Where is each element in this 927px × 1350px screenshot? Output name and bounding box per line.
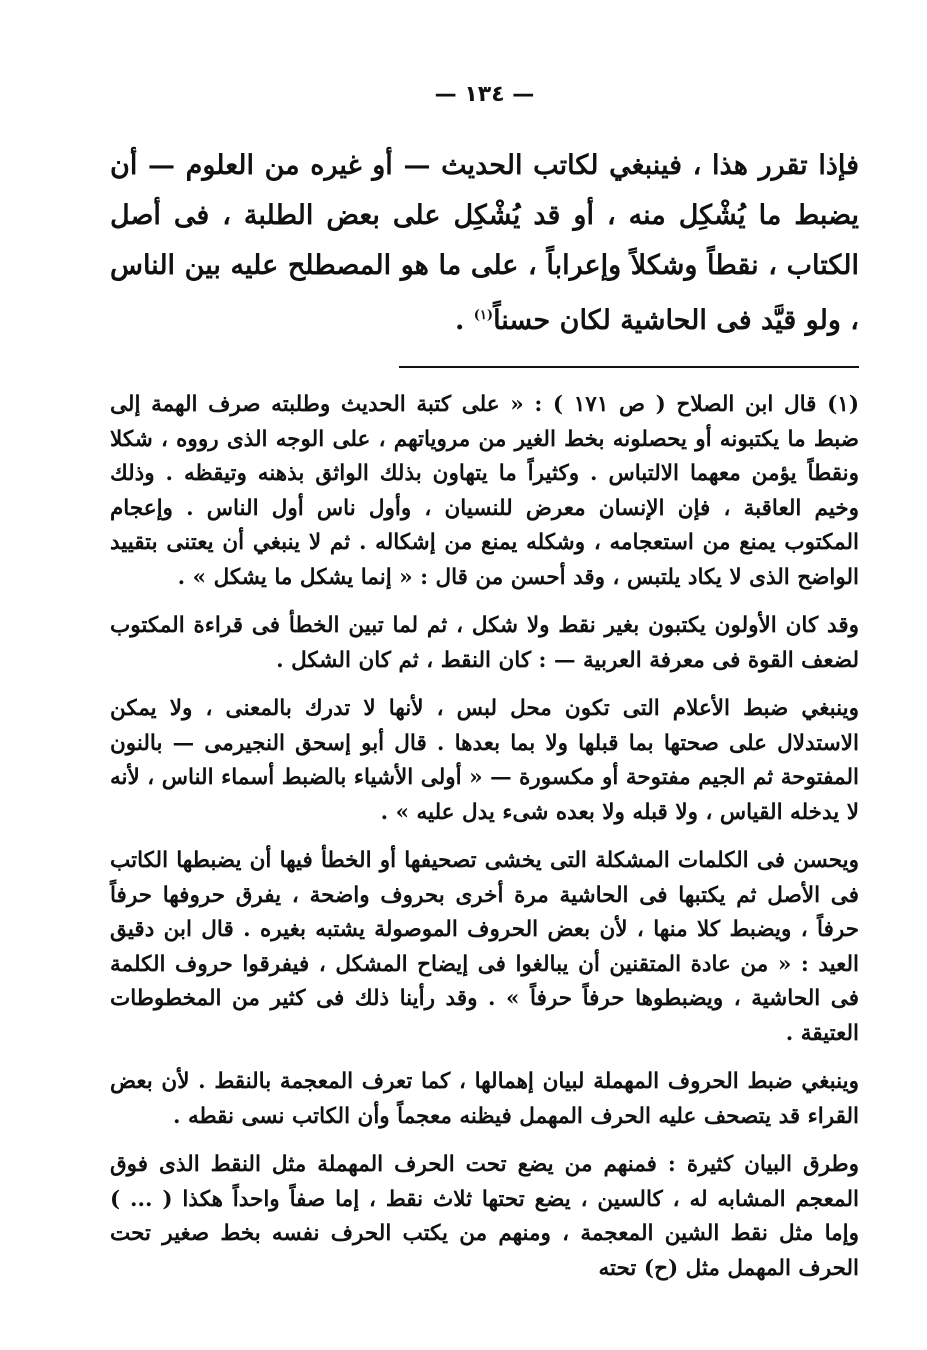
footnote-paragraph: (١) قال ابن الصلاح ( ص ١٧١ ) : « على كتبة الحديث وطلبته صرف الهمة إلى ضبط ما يكتبونه أو يحصلونه بخط الغير من مروياتهم ، على الوجه الذى رووه ، شكلا ونقطاً يؤمن معهما الالتباس . وكثيراً ما يتهاون بذلك الواثق بذهنه وتيقظه . وذلك وخيم العاقبة ، فإن الإنسان معرض للنسيان ، وأول ناس أول الناس . وإعجام المكتوب يمنع من استعجامه ، وشكله يمنع من إشكاله . ثم لا ينبغي أن يعتنى بتقييد الواضح الذى لا يكاد يلتبس ، وقد أحسن من قال : « إنما يشكل ما يشكل » .: [110, 392, 859, 590]
footnotes: [110, 388, 859, 1286]
footnote-divider: [399, 366, 859, 368]
page-number: — ١٣٤ —: [434, 82, 535, 107]
footnote-paragraph: ويحسن فى الكلمات المشكلة التى يخشى تصحيفها أو الخطأ فيها أن يضبطها الكاتب فى الأصل ثم يكتبها فى الحاشية مرة أخرى بحروف واضحة ، يفرق حروفها حرفاً حرفاً ، ويضبط كلا منها ، لأن بعض الحروف الموصولة يشتبه بغيره . قال ابن دقيق العيد : « من عادة المتقنين أن يبالغوا فى إيضاح المشكل ، فيفرقوا حروف الكلمة فى الحاشية ، ويضبطوها حرفاً حرفاً » . وقد رأينا ذلك فى كثير من المخطوطات العتيقة .: [110, 848, 860, 1046]
footnote-paragraph: وطرق البيان كثيرة : فمنهم من يضع تحت الحرف المهملة مثل النقط الذى فوق المعجم المشابه له ، كالسين ، يضع تحتها ثلاث نقط ، إما صفاً واحداً هكذا ( ... ) وإما مثل نقط الشين المعجمة ، ومنهم من يكتب الحرف نفسه بخط صغير تحت الحرف المهمل مثل (ح) تحته: [110, 1152, 859, 1281]
footnote-paragraph: وقد كان الأولون يكتبون بغير نقط ولا شكل ، ثم لما تبين الخطأ فى قراءة المكتوب لضعف القوة فى معرفة العربية — : كان النقط ، ثم كان الشكل .: [110, 613, 859, 673]
main-paragraph-text: فإذا تقرر هذا ، فينبغي لكاتب الحديث — أو غيره من العلوم — أن يضبط ما يُشْكِل منه ، أو قد يُشْكِل على بعض الطلبة ، فى أصل الكتاب ، نقطاً وشكلاً وإعراباً ، على ما هو المصطلح عليه بين الناس ، ولو قيَّد فى الحاشية لكان حسناً: [110, 150, 859, 336]
footnote-paragraph: وينبغي ضبط الحروف المهملة لبيان إهمالها ، كما تعرف المعجمة بالنقط . لأن بعض القراء قد يتصحف عليه الحرف المهمل فيظنه معجماً وأن الكاتب نسى نقطه .: [110, 1069, 859, 1129]
footnote-paragraph: وينبغي ضبط الأعلام التى تكون محل لبس ، لأنها لا تدرك بالمعنى ، ولا يمكن الاستدلال على صحتها بما قبلها ولا بما بعدها . قال أبو إسحق النجيرمى — بالنون المفتوحة ثم الجيم مفتوحة أو مكسورة — « أولى الأشياء بالضبط أسماء الناس ، لأنه لا يدخله القياس ، ولا قبله ولا بعده شىء يدل عليه » .: [110, 696, 859, 825]
main-paragraph: فإذا تقرر هذا ، فينبغي لكاتب الحديث — أو غيره من العلوم — أن يضبط ما يُشْكِل منه ، أو قد يُشْكِل على بعض الطلبة ، فى أصل الكتاب ، نقطاً وشكلاً وإعراباً ، على ما هو المصطلح عليه بين الناس ، ولو قيَّد فى الحاشية لكان حسناً$^{(١)}$ .: [110, 150, 859, 336]
footnote-marker: (١): [473, 308, 494, 323]
main-text: [110, 141, 859, 346]
